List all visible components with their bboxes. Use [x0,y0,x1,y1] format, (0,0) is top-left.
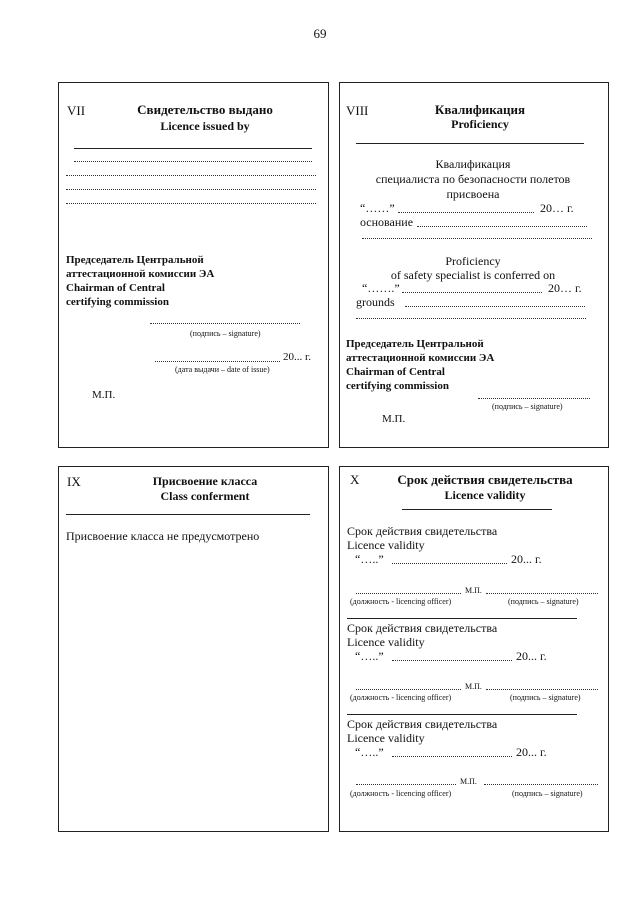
validity-label-ru: Срок действия свидетельства [347,621,498,635]
grounds-line [417,226,587,227]
fill-line [66,203,316,204]
date-quote: “…..” [355,552,384,566]
section-number: X [350,472,360,487]
fill-line [66,514,310,515]
position-caption: (должность - licencing officer) [350,597,452,606]
date-line [155,361,280,362]
date-line [392,660,512,661]
signature-line [486,689,598,690]
grounds-line [405,306,585,307]
stamp-label: М.П. [382,413,406,425]
class-conferment-text: Присвоение класса не предусмотрено [66,529,260,543]
validity-label-ru: Срок действия свидетельства [347,717,498,731]
fill-line [356,143,584,144]
grounds-label: основание [360,215,414,229]
fill-line [402,509,552,510]
page-number: 69 [313,26,327,41]
chairman-line: аттестационной комиссии ЭА [346,352,495,364]
signature-caption: (подпись – signature) [508,597,579,606]
entry-separator [347,618,577,619]
fill-line [74,148,312,149]
date-suffix: 20… г. [540,201,574,215]
proficiency-ru-line: присвоена [446,187,500,201]
date-quote: “…..” [355,745,384,759]
date-quote: “……” [360,201,395,215]
date-suffix: 20... г. [516,745,547,759]
grounds-label: grounds [356,295,395,309]
signature-caption: (подпись – signature) [190,329,261,338]
entry-separator [347,714,577,715]
section-title-ru: Квалификация [434,102,526,117]
position-line [356,689,461,690]
date-suffix: 20... г. [516,649,547,663]
position-line [356,593,461,594]
validity-label-ru: Срок действия свидетельства [347,524,498,538]
chairman-line: Председатель Центральной [346,338,484,350]
section-title-ru: Присвоение класса [152,474,258,488]
date-suffix: 20... г. [511,552,542,566]
signature-caption: (подпись – signature) [510,693,581,702]
signature-caption: (подпись – signature) [512,789,583,798]
validity-label-en: Licence validity [347,635,425,649]
proficiency-ru-line: Квалификация [435,157,511,171]
fill-line [362,238,592,239]
proficiency-en-line: of safety specialist is conferred on [390,268,556,282]
stamp-label: М.П. [460,777,477,786]
validity-label-en: Licence validity [347,731,425,745]
chairman-line: Chairman of Central [66,282,165,294]
fill-line [356,318,586,319]
section-title-en: Class conferment [160,489,250,503]
section-number: VIII [346,103,369,118]
section-title-en: Proficiency [451,117,509,131]
date-line [398,212,534,213]
section-title-en: Licence issued by [160,119,250,133]
panel-class-conferment [58,466,329,832]
signature-line [486,593,598,594]
signature-line [150,323,300,324]
signature-caption: (подпись – signature) [492,402,563,411]
position-caption: (должность - licencing officer) [350,789,452,798]
date-suffix: 20… г. [548,281,582,295]
date-line [402,292,542,293]
date-caption: (дата выдачи – date of issue) [175,365,270,374]
stamp-label: М.П. [92,389,116,401]
section-title-ru: Свидетельство выдано [137,102,273,117]
date-quote: “…….” [362,281,400,295]
date-quote: “…..” [355,649,384,663]
stamp-label: М.П. [465,682,482,691]
date-line [392,563,507,564]
fill-line [66,175,316,176]
chairman-line: certifying commission [66,296,169,308]
section-number: IX [67,474,81,489]
signature-line [478,398,590,399]
proficiency-en-line: Proficiency [445,254,501,268]
section-title-ru: Срок действия свидетельства [397,472,573,487]
position-caption: (должность - licencing officer) [350,693,452,702]
signature-line [484,784,598,785]
validity-label-en: Licence validity [347,538,425,552]
proficiency-ru-line: специалиста по безопасности полетов [375,172,571,186]
chairman-line: аттестационной комиссии ЭА [66,268,215,280]
chairman-line: Председатель Центральной [66,254,204,266]
chairman-line: certifying commission [346,380,449,392]
position-line [356,784,456,785]
date-line [392,756,512,757]
stamp-label: М.П. [465,586,482,595]
section-title-en: Licence validity [444,488,526,502]
date-suffix: 20... г. [283,351,312,363]
section-number: VII [67,103,86,118]
fill-line [66,189,316,190]
chairman-line: Chairman of Central [346,366,445,378]
fill-line [74,161,312,162]
